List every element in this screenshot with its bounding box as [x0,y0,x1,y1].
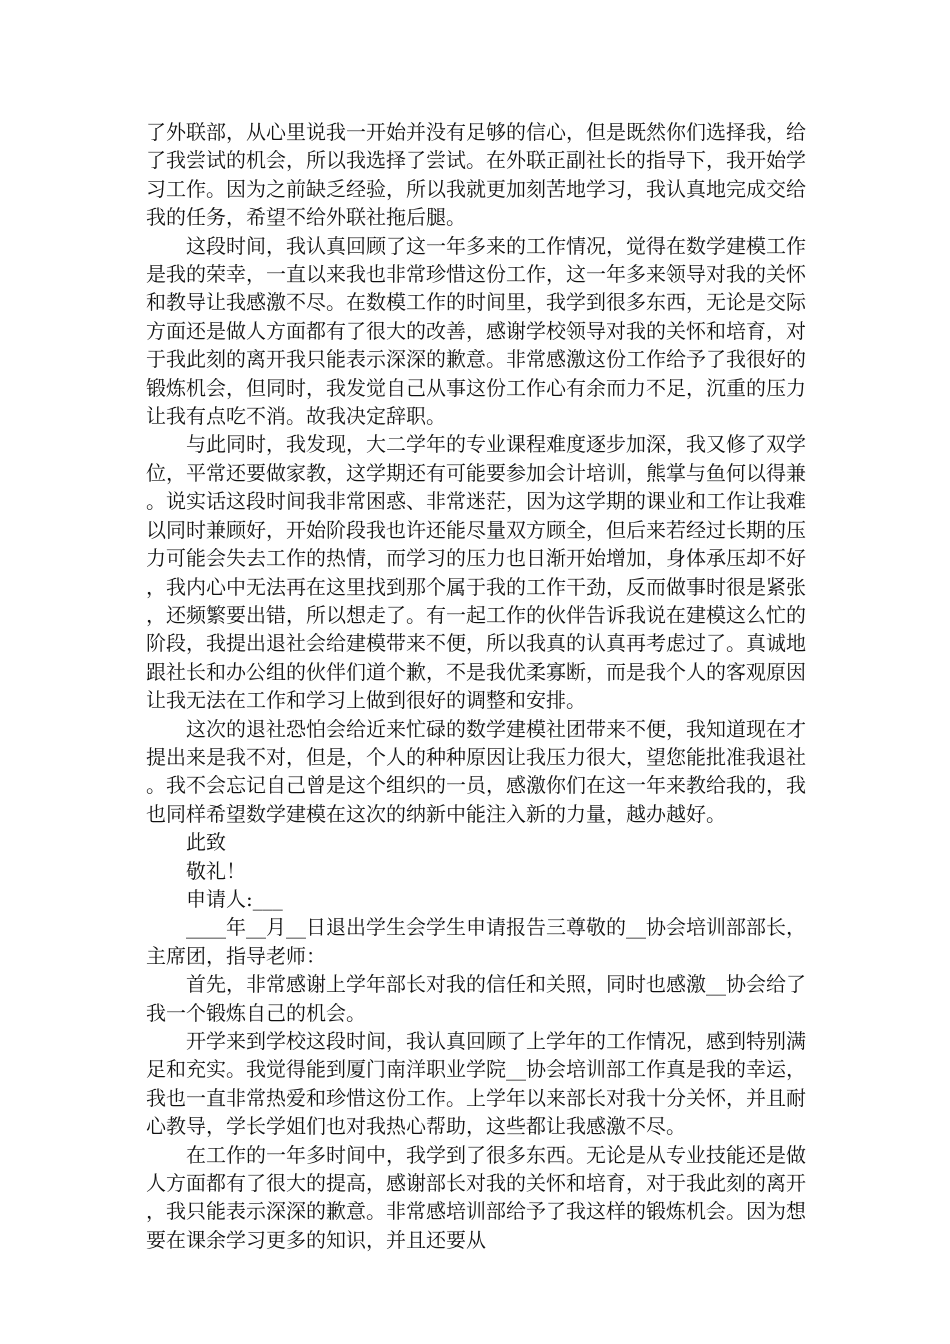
applicant-signature-line: 申请人:___ [186,886,283,911]
paragraph: 与此同时，我发现，大二学年的专业课程难度逐步加深，我又修了双学位，平常还要做家教，这学期还有可能要参加会计培训，熊掌与鱼何以得兼。说实话这段时间我非常困惑、非常迷茫，因为这学期的课业和工作让我难以同时兼顾好，开始阶段我也许还能尽量双方顾全，但后来若经过长期的压力可能会失去工作的热情，而学习的压力也日渐开始增加，身体承压却不好，我内心中无法再在这里找到那个属于我的工作干劲，反而做事时很是紧张，还频繁要出错，所以想走了。有一起工作的伙伴告诉我说在建模这么忙的阶段，我提出退社会给建模带来不便，所以我真的认真再考虑过了。真诚地跟社长和办公组的伙伴们道个歉，不是我优柔寡断，而是我个人的客观原因让我无法在工作和学习上做到很好的调整和安排。 [146,432,806,713]
paragraph: 在工作的一年多时间中，我学到了很多东西。无论是从专业技能还是做人方面都有了很大的提高，感谢部长对我的关怀和培育，对于我此刻的离开，我只能表示深深的歉意。非常感培训部给予了我这样的锻炼机会。因为想要在课余学习更多的知识，并且还要从 [146,1142,806,1252]
closing-salutation: 此致 [186,830,226,855]
closing-regards: 敬礼！ [186,858,246,883]
paragraph-continuation: 了外联部，从心里说我一开始并没有足够的信心，但是既然你们选择我，给了我尝试的机会，所以我选择了尝试。在外联正副社长的指导下，我开始学习工作。因为之前缺乏经验，所以我就更加刻苦地学习，我认真地完成交给我的任务，希望不给外联社拖后腿。 [146,120,806,230]
paragraph: 开学来到学校这段时间，我认真回顾了上学年的工作情况，感到特别满足和充实。我觉得能到厦门南洋职业学院__协会培训部工作真是我的幸运，我也一直非常热爱和珍惜这份工作。上学年以来部长对我十分关怀，并且耐心教导，学长学姐们也对我热心帮助，这些都让我感激不尽。 [146,1029,806,1139]
document-body [146,118,806,1254]
paragraph: 这段时间，我认真回顾了这一年多来的工作情况，觉得在数学建模工作是我的荣幸，一直以来我也非常珍惜这份工作，这一年多来领导对我的关怀和教导让我感激不尽。在数模工作的时间里，我学到很多东西，无论是交际方面还是做人方面都有了很大的改善，感谢学校领导对我的关怀和培育，对于我此刻的离开我只能表示深深的歉意。非常感激这份工作给予了我很好的锻炼机会，但同时，我发觉自己从事这份工作心有余而力不足，沉重的压力让我有点吃不消。故我决定辞职。 [146,233,806,429]
paragraph: 首先，非常感谢上学年部长对我的信任和关照，同时也感激__协会给了我一个锻炼自己的机会。 [146,972,806,1025]
paragraph-heading: ____年__月__日退出学生会学生申请报告三尊敬的__协会培训部部长，主席团，指导老师： [146,915,806,968]
paragraph: 这次的退社恐怕会给近来忙碌的数学建模社团带来不便，我知道现在才提出来是我不对，但是，个人的种种原因让我压力很大，望您能批准我退社。我不会忘记自己曾是这个组织的一员，感激你们在这一年来教给我的，我也同样希望数学建模在这次的纳新中能注入新的力量，越办越好。 [146,716,806,826]
